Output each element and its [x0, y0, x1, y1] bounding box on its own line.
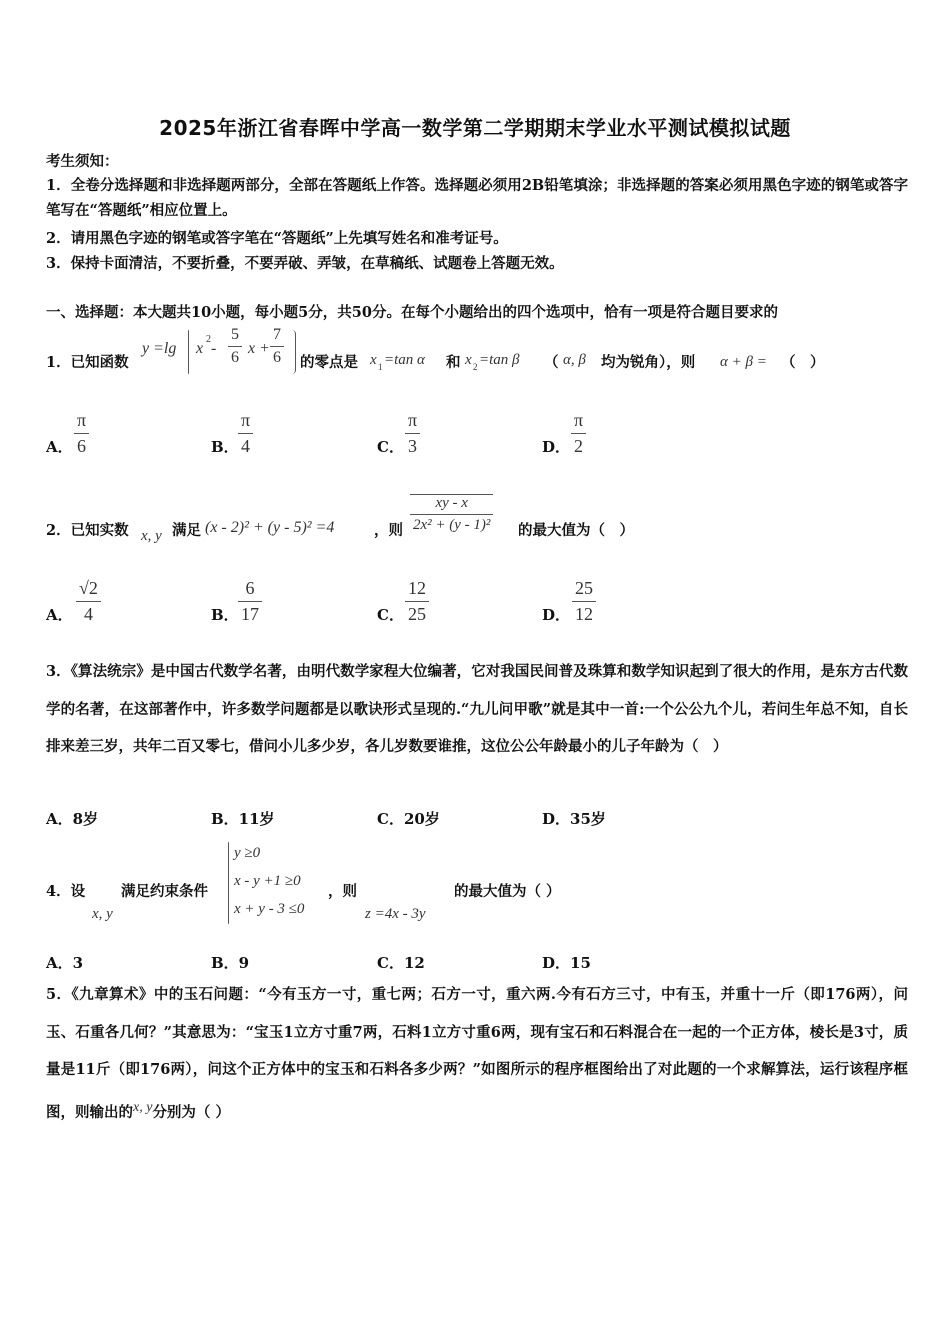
q1-x1-sub: 1	[378, 362, 383, 372]
q3-option-d: D．35岁	[542, 810, 606, 828]
q4-option-b: B．9	[211, 954, 250, 972]
q1-frac1-den: 6	[231, 349, 239, 366]
q4-mid: 满足约束条件	[121, 883, 208, 900]
q4-constraint-3: x + y - 3 ≤0	[234, 901, 305, 917]
q2-tail: 的最大值为（ ）	[518, 522, 634, 539]
q3-text: 3．《算法统宗》是中国古代数学名著，由明代数学家程大位编著，它对我国民间普及珠算和数学知识起到了很大的作用，是东方古代数学的名著，在这部著作中，许多数学问题都是以歌诀形式呈现的.“九儿问甲歌”就是其中一首:一个公公九个儿，若问生年总不知，自长排来差三岁，共年二百又零七，借问小儿多少岁，各儿岁数要谁推，这位公公年龄最小的儿子年龄为（ ）	[46, 663, 908, 755]
q1-paren-open: （	[544, 354, 559, 371]
q1-option-b-frac	[238, 410, 253, 457]
q2-option-a-frac	[76, 578, 101, 625]
q1-and: 和	[446, 354, 461, 371]
q2-option-b-num: 6	[238, 578, 262, 602]
q1-option-b-label: B．	[211, 438, 239, 456]
q2-expression-frac	[410, 494, 493, 534]
q1-option-a-den: 6	[77, 436, 87, 456]
q2-cond: 满足	[172, 522, 201, 539]
notice-header: 考生须知：	[46, 153, 119, 170]
q2-vars: x, y	[141, 528, 162, 544]
q1-option-d-label: D．	[542, 438, 571, 456]
q1-option-d-num: π	[571, 410, 586, 434]
q1-right-paren	[292, 330, 296, 374]
notice-item-3: 3．保持卡面清洁，不要折叠，不要弄破、弄皱，在草稿纸、试题卷上答题无效。	[46, 255, 564, 272]
q1-frac-5-6	[228, 326, 242, 367]
q2-option-d-frac	[572, 578, 596, 625]
q5-tail: 分别为（ ）	[152, 1103, 230, 1121]
q1-option-d-frac	[571, 410, 586, 457]
q1-tan-beta: =tan β	[479, 352, 520, 368]
q2-option-d-label: D．	[542, 606, 571, 624]
q2-option-d-den: 12	[575, 604, 593, 624]
q1-option-a-label: A．	[46, 438, 73, 456]
q2-option-a-num: √2	[76, 578, 101, 602]
q4-constraint-1: y ≥0	[234, 845, 261, 861]
q4-option-d: D．15	[542, 954, 591, 972]
q4-then: ，则	[328, 883, 357, 900]
q1-option-a-frac	[74, 410, 89, 457]
q2-option-a-label: A．	[46, 606, 73, 624]
q4-number: 4．设	[46, 883, 86, 900]
q1-mid-text: 的零点是	[300, 354, 358, 371]
q1-tan-alpha: =tan α	[384, 352, 425, 368]
q3-option-b: B．11岁	[211, 810, 275, 828]
q4-vars: x, y	[92, 906, 113, 922]
q4-tail: 的最大值为（ ）	[454, 883, 561, 900]
q2-then: ，则	[374, 522, 403, 539]
q5-vars: x, y	[133, 1099, 153, 1115]
q1-sum: α + β =	[720, 354, 767, 370]
q1-func-lhs: y =lg	[142, 340, 177, 357]
q1-option-c-den: 3	[408, 436, 418, 456]
q4-option-a: A．3	[46, 954, 84, 972]
q1-option-d-den: 2	[574, 436, 584, 456]
q2-option-b-label: B．	[211, 606, 239, 624]
q1-frac2-den: 6	[273, 349, 281, 366]
q4-objective: z =4x - 3y	[365, 906, 426, 922]
q4-brace	[228, 842, 229, 924]
q1-blank: （ ）	[781, 354, 825, 371]
q2-option-a-den: 4	[83, 604, 93, 624]
q1-x2-sub: 2	[473, 362, 478, 372]
q1-left-paren	[188, 330, 189, 374]
q2-expr-den: 2x² + (y - 1)²	[413, 517, 491, 533]
q1-frac-7-6	[270, 326, 284, 367]
q5-text	[46, 976, 908, 1131]
q1-option-c-label: C．	[377, 438, 404, 456]
q5-body: 5．《九章算术》中的玉石问题：“今有玉方一寸，重七两；石方一寸，重六两.今有石方三寸，中有玉，并重十一斤（即176两），问玉、石重各几何？”其意思为：“宝玉1立方寸重7两，石料1立方寸重6两，现有宝石和石料混合在一起的一个正方体，棱长是3寸，质量是11斤（即176两），问这个正方体中的宝玉和石料各多少两？”如图所示的程序框图给出了对此题的一个求解算法，运行该程序框图，则输出的	[46, 986, 908, 1121]
q1-option-a-num: π	[74, 410, 89, 434]
q1-alpha-beta: α, β	[563, 352, 586, 368]
q1-minus: -	[211, 340, 217, 357]
q1-acute-text: 均为锐角），则	[601, 354, 696, 371]
q1-frac2-num: 7	[270, 326, 284, 347]
q3-option-c: C．20岁	[377, 810, 440, 828]
q2-option-c-frac	[405, 578, 429, 625]
q4-option-c: C．12	[377, 954, 425, 972]
q2-option-d-num: 25	[572, 578, 596, 602]
q1-frac1-num: 5	[228, 326, 242, 347]
q4-constraint-2: x - y +1 ≥0	[234, 873, 301, 889]
notice-item-1: 1．全卷分选择题和非选择题两部分，全部在答题纸上作答。选择题必须用2B铅笔填涂；非选择题的答案必须用黑色字迹的钢笔或答字笔写在“答题纸”相应位置上。	[46, 177, 908, 219]
q2-expr-num: xy - x	[410, 494, 493, 515]
q1-xplus: x +	[248, 340, 270, 357]
q2-option-c-den: 25	[408, 604, 426, 624]
q1-number: 1．已知函数	[46, 354, 129, 371]
notice-item-2: 2．请用黑色字迹的钢笔或答字笔在“答题纸”上先填写姓名和准考证号。	[46, 230, 508, 247]
q2-option-b-frac	[238, 578, 262, 625]
q1-x: x	[196, 340, 204, 357]
page-title: 2025年浙江省春晖中学高一数学第二学期期末学业水平测试模拟试题	[159, 116, 791, 140]
q2-number: 2．已知实数	[46, 522, 129, 539]
q2-equation: (x - 2)² + (y - 5)² =4	[205, 519, 335, 536]
q3-option-a: A．8岁	[46, 810, 99, 828]
q1-option-c-frac	[405, 410, 420, 457]
q2-option-c-label: C．	[377, 606, 404, 624]
q1-square: 2	[206, 334, 211, 345]
section-heading: 一、选择题：本大题共10小题，每小题5分，共50分。在每个小题给出的四个选项中，恰有一项是符合题目要求的	[46, 304, 778, 321]
q1-option-b-den: 4	[241, 436, 251, 456]
q1-x1: x	[370, 352, 377, 368]
q2-option-b-den: 17	[241, 604, 259, 624]
q2-option-c-num: 12	[405, 578, 429, 602]
q1-option-b-num: π	[238, 410, 253, 434]
q1-option-c-num: π	[405, 410, 420, 434]
q1-x2: x	[465, 352, 472, 368]
